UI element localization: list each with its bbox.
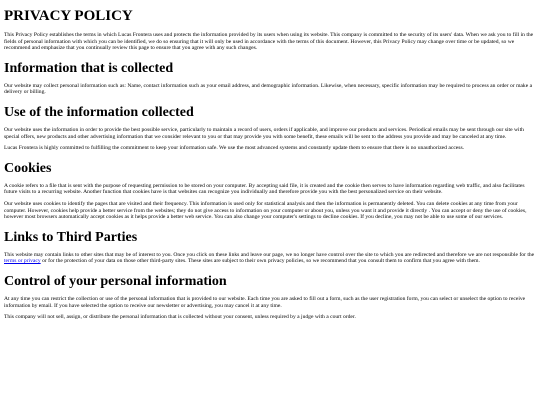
terms-privacy-link[interactable]: terms or privacy <box>4 258 41 265</box>
links-paragraph <box>4 252 536 265</box>
use-paragraph-2: Lucas Frontera is highly committed to fulfilling the commitment to keep your information safe. We use the most advanced systems and constantly update them to ensure that there is no unauthorized access. <box>4 145 465 152</box>
intro-paragraph: This Privacy Policy establishes the terms in which Lucas Frontera uses and protects the information provided by its users when using its website. This company is committed to the security of its users' data. When we ask you to fill in the fields of personal information with which you can be identified, we do so ensuring that it will only be used in accordance with the terms of this document. However, this Privacy Policy may change over time or be updated, so we recommend and emphasize that you continually review this page to ensure that you agree with any such changes. <box>4 32 534 52</box>
collected-paragraph: Our website may collect personal information such as: Name, contact information such as your email address, and demographic information. Likewise, when necessary, specific information may be required to process an order or make a delivery or billing. <box>4 82 533 96</box>
use-paragraph-1: Our website uses the information in order to provide the best possible service, particularly to maintain a record of users, orders if applicable, and improve our products and services. Periodical emails may be sent through our site with special offers, new products and other advertising information that we consider relevant to you or that may provide you with some benefit, these emails will be sent to the address you provide and may be canceled at any time. <box>4 126 524 140</box>
cookies-paragraph-1: A cookie refers to a file that is sent with the purpose of requesting permission to be stored on your computer. By accepting said file, it is created and the cookie then serves to have information regarding web traffic, and also facilitates future visits to a recurring website. Another function that cookies have is that websites can recognize you individually and therefore provide you with the best personalized service on their website. <box>4 182 525 196</box>
links-text-before: This website may contain links to other sites that may be of interest to you. Once you click on these links and leave our page, we no longer have control over the site to which you are redirected and therefore we are not responsible for the <box>4 251 535 258</box>
control-paragraph-1: At any time you can restrict the collection or use of the personal information that is provided to our website. Each time you are asked to fill out a form, such as the user registration form, you can select or unselect the option to receive information by email. If you have selected the option to receive our newsletter or advertising, you may cancel it at any time. <box>4 295 526 309</box>
section-heading-control: Control of your personal information <box>4 273 227 289</box>
section-heading-use: Use of the information collected <box>4 104 194 120</box>
section-heading-collected: Information that is collected <box>4 60 174 76</box>
control-paragraph-2: This company will not sell, assign, or distribute the personal information that is collected without your consent, unless required by a judge with a court order. <box>4 314 356 321</box>
page-title: PRIVACY POLICY <box>4 8 133 24</box>
section-heading-cookies: Cookies <box>4 160 52 176</box>
section-heading-links: Links to Third Parties <box>4 229 138 245</box>
cookies-paragraph-2: Our website uses cookies to identify the pages that are visited and their frequency. This information is used only for statistical analysis and then the information is permanently deleted. You can delete cookies at any time from your computer. However, cookies help provide a better service from the websites; they do not give access to information on your computer or about you, unless you want it and provide it directly . You can accept or deny the use of cookies, however most browsers automatically accept cookies as it helps provide a better web service. You can also change your computer's settings to decline cookies. If you decline, you may not be able to use some of our services. <box>4 200 527 221</box>
links-text-after: or for the protection of your data on those other third-party sites. These sites are subject to their own privacy policies, so we recommend that you consult them to confirm that you agree with them. <box>40 258 480 265</box>
